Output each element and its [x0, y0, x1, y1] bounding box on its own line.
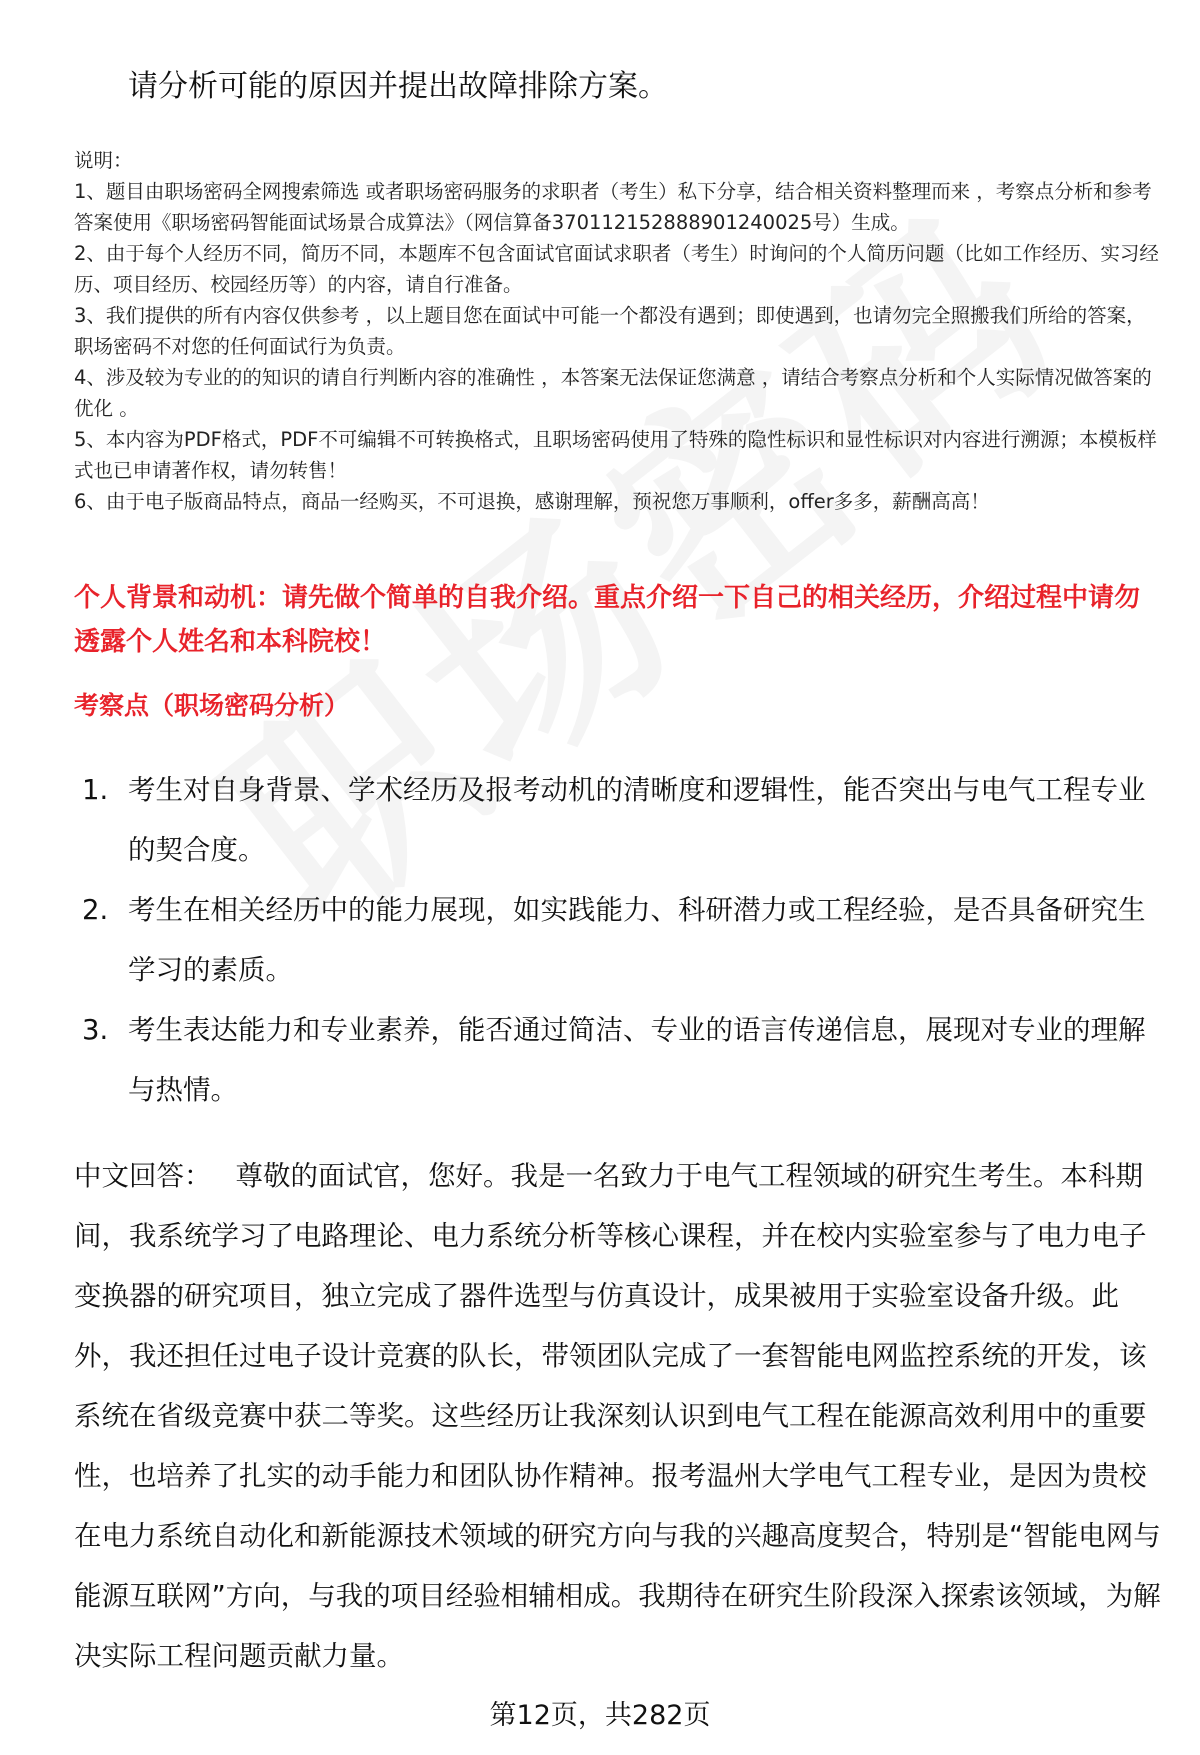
- point-text: 考生对自身背景、学术经历及报考动机的清晰度和逻辑性，能否突出与电气工程专业的契合度。: [128, 774, 1146, 866]
- analysis-point: [82, 760, 1162, 880]
- note-item-4: 4、涉及较为专业的的知识的请自行判断内容的准确性 ，本答案无法保证您满意 ，请结合考察点分析和个人实际情况做答案的优化 。: [74, 366, 1152, 420]
- point-text: 考生在相关经历中的能力展现，如实践能力、科研潜力或工程经验，是否具备研究生学习的素质。: [128, 894, 1146, 986]
- point-text: 考生表达能力和专业素养，能否通过简洁、专业的语言传递信息，展现对专业的理解与热情。: [128, 1014, 1146, 1106]
- note-item-6: 6、由于电子版商品特点，商品一经购买，不可退换，感谢理解，预祝您万事顺利，offer多多，薪酬高高！: [74, 490, 990, 513]
- note-item-5: 5、本内容为PDF格式，PDF不可编辑不可转换格式，且职场密码使用了特殊的隐性标识和显性标识对内容进行溯源；本模板样式也已申请著作权，请勿转售！: [74, 428, 1157, 482]
- point-number: 1.: [82, 774, 109, 806]
- question-heading: 个人背景和动机：请先做个简单的自我介绍。重点介绍一下自己的相关经历，介绍过程中请勿透露个人姓名和本科院校！: [74, 583, 1141, 657]
- note-item-2: 2、由于每个人经历不同，简历不同，本题库不包含面试官面试求职者（考生）时询问的个人简历问题（比如工作经历、实习经历、项目经历、校园经历等）的内容，请自行准备。: [74, 242, 1159, 296]
- note-item-1: 1、题目由职场密码全网搜索筛选 或者职场密码服务的求职者（考生）私下分享，结合相关资料整理而来 ，考察点分析和参考答案使用《职场密码智能面试场景合成算法》（网信算备370112152888901240025号）生成。: [74, 180, 1152, 234]
- note-item-3: 3、我们提供的所有内容仅供参考 ，以上题目您在面试中可能一个都没有遇到；即使遇到，也请勿完全照搬我们所给的答案，职场密码不对您的任何面试行为负责。: [74, 304, 1146, 358]
- answer-label: 中文回答：: [74, 1160, 212, 1192]
- question-tail: 请分析可能的原因并提出故障排除方案。: [128, 69, 668, 104]
- analysis-point: [82, 1000, 1162, 1120]
- point-number: 3.: [82, 1014, 109, 1046]
- notes-section: [74, 145, 1164, 517]
- analysis-point: [82, 880, 1162, 1000]
- analysis-title: 考察点（职场密码分析）: [74, 691, 350, 720]
- notes-title: 说明：: [74, 149, 133, 172]
- answer-text: 尊敬的面试官，您好。我是一名致力于电气工程领域的研究生考生。本科期间，我系统学习了电路理论、电力系统分析等核心课程，并在校内实验室参与了电力电子变换器的研究项目，独立完成了器件选型与仿真设计，成果被用于实验室设备升级。此外，我还担任过电子设计竞赛的队长，带领团队完成了一套智能电网监控系统的开发，该系统在省级竞赛中获二等奖。这些经历让我深刻认识到电气工程在能源高效利用中的重要性，也培养了扎实的动手能力和团队协作精神。报考温州大学电气工程专业，是因为贵校在电力系统自动化和新能源技术领域的研究方向与我的兴趣高度契合，特别是“智能电网与能源互联网”方向，与我的项目经验相辅相成。我期待在研究生阶段深入探索该领域，为解决实际工程问题贡献力量。: [74, 1160, 1161, 1672]
- page-number: 第12页，共282页: [489, 1700, 711, 1731]
- analysis-points: [82, 760, 1162, 1120]
- answer-section: [74, 1146, 1164, 1686]
- point-number: 2.: [82, 894, 109, 926]
